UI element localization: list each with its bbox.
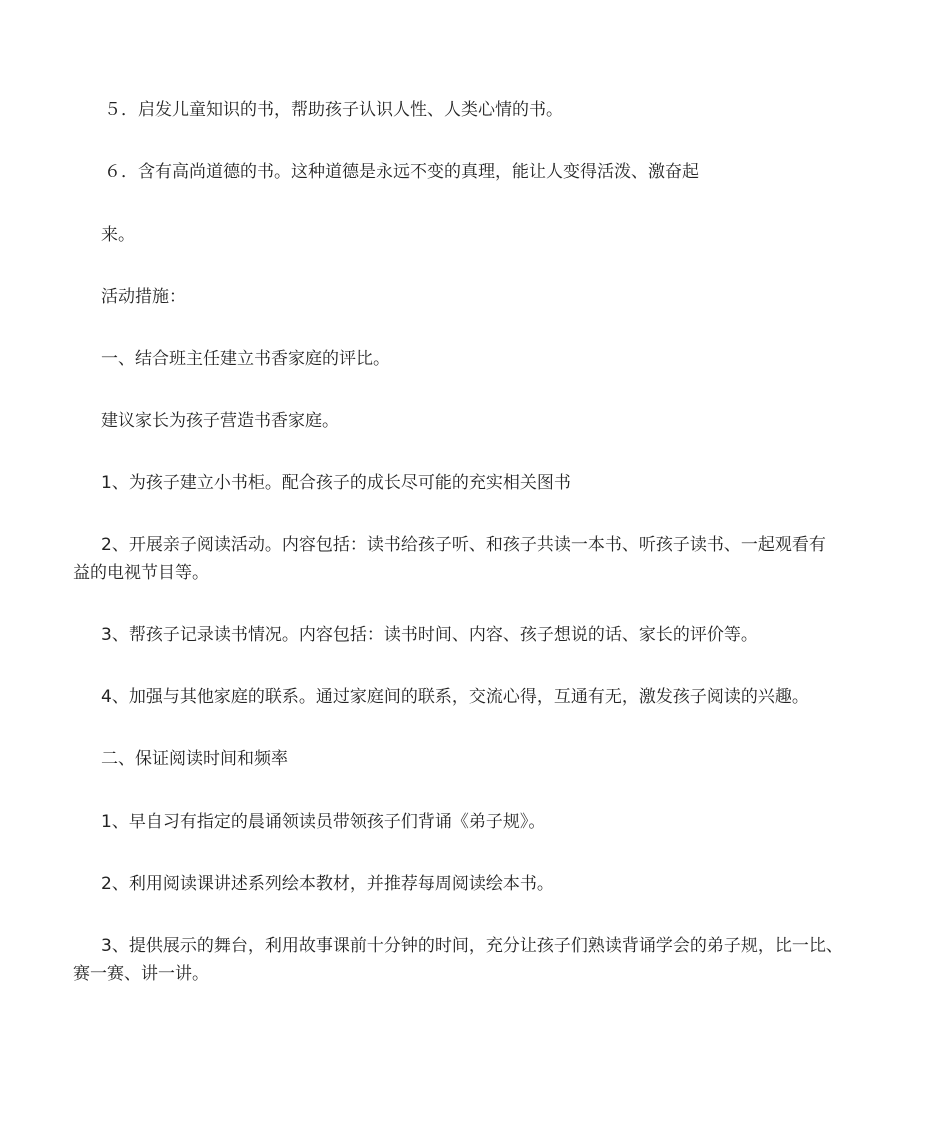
list-item-2-3-line-1: 3、提供展示的舞台，利用故事课前十分钟的时间，充分让孩子们熟读背诵学会的弟子规，比一比、 [101,936,843,956]
list-item-2 [73,531,826,587]
list-item-5: ５．启发儿童知识的书，帮助孩子认识人性、人类心情的书。 [104,100,563,120]
paragraph-suggestion: 建议家长为孩子营造书香家庭。 [101,411,339,431]
list-item-1: 1、为孩子建立小书柜。配合孩子的成长尽可能的充实相关图书 [101,473,571,493]
list-item-2-3-line-2: 赛一赛、讲一讲。 [73,964,209,984]
list-item-3: 3、帮孩子记录读书情况。内容包括：读书时间、内容、孩子想说的话、家长的评价等。 [101,625,758,645]
list-item-2-line-2: 益的电视节目等。 [73,563,209,583]
list-item-4: 4、加强与其他家庭的联系。通过家庭间的联系，交流心得，互通有无，激发孩子阅读的兴趣。 [101,687,809,707]
list-item-2-3 [73,932,843,988]
section-heading-activity-measures: 活动措施： [101,287,186,307]
list-item-2-line-1: 2、开展亲子阅读活动。内容包括：读书给孩子听、和孩子共读一本书、听孩子读书、一起观看有 [101,535,826,555]
list-item-6-continuation: 来。 [101,225,135,245]
list-item-2-1: 1、早自习有指定的晨诵领读员带领孩子们背诵《弟子规》。 [101,812,546,832]
section-heading-two: 二、保证阅读时间和频率 [101,749,288,769]
section-heading-one: 一、结合班主任建立书香家庭的评比。 [101,349,390,369]
list-item-2-2: 2、利用阅读课讲述系列绘本教材，并推荐每周阅读绘本书。 [101,874,554,894]
list-item-6: ６．含有高尚道德的书。这种道德是永远不变的真理，能让人变得活泼、激奋起 [104,162,699,182]
